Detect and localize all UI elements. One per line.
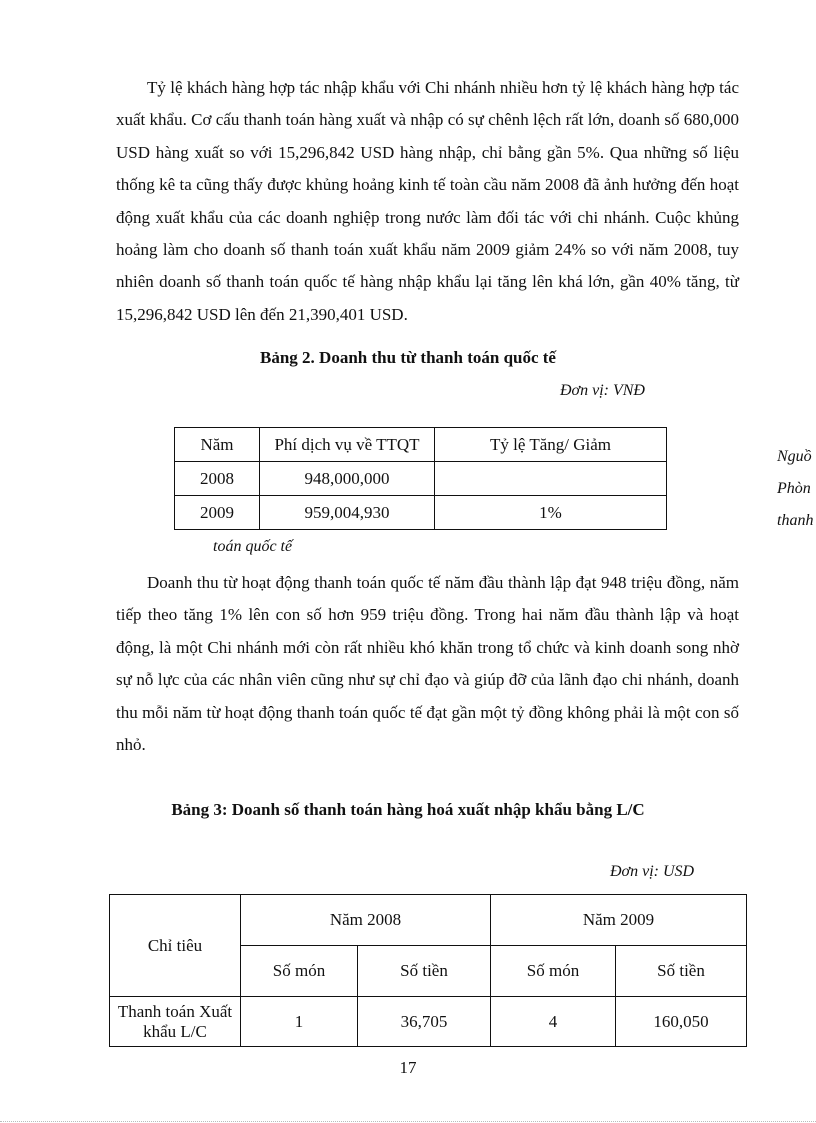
cell-rate: 1% bbox=[435, 496, 667, 530]
side-note-line: thanh bbox=[777, 512, 814, 529]
cell-rate bbox=[435, 462, 667, 496]
table2-unit: Đơn vị: VNĐ bbox=[560, 382, 645, 399]
table3-caption: Bảng 3: Doanh số thanh toán hàng hoá xuất nhập khẩu bằng L/C bbox=[171, 800, 645, 819]
indicator-header: Chỉ tiêu bbox=[110, 895, 241, 997]
table3-unit: Đơn vị: USD bbox=[610, 863, 695, 880]
count-header: Số món bbox=[491, 946, 616, 997]
page-number: 17 bbox=[399, 1058, 417, 1077]
page-divider bbox=[0, 1121, 816, 1122]
table-row bbox=[175, 462, 667, 496]
side-note-line: Phòn bbox=[777, 480, 811, 497]
side-source-note bbox=[777, 441, 813, 537]
cell-amount: 36,705 bbox=[358, 997, 491, 1047]
cell-year: 2008 bbox=[175, 462, 260, 496]
table-header-row bbox=[110, 895, 747, 946]
table2-caption: Bảng 2. Doanh thu từ thanh toán quốc tế bbox=[260, 348, 556, 367]
cell-indicator: Thanh toán Xuất khẩu L/C bbox=[110, 997, 241, 1047]
table-header-row bbox=[175, 428, 667, 462]
table-row bbox=[110, 997, 747, 1047]
year-2009-header: Năm 2009 bbox=[491, 895, 747, 946]
count-header: Số món bbox=[241, 946, 358, 997]
amount-header: Số tiền bbox=[616, 946, 747, 997]
cell-fee: 948,000,000 bbox=[260, 462, 435, 496]
col-fee-header: Phí dịch vụ về TTQT bbox=[260, 428, 435, 462]
table-row bbox=[175, 496, 667, 530]
paragraph-revenue: Doanh thu từ hoạt động thanh toán quốc tế năm đầu thành lập đạt 948 triệu đồng, năm tiếp theo tăng 1% lên con số hơn 959 triệu đồng. Trong hai năm đầu thành lập và hoạt động, là một Chi nhánh mới còn rất nhiều khó khăn trong tổ chức và kinh doanh song nhờ sự nỗ lực của các nhân viên cũng như sự chỉ đạo và giúp đỡ của lãnh đạo chi nhánh, doanh thu mỗi năm từ hoạt động thanh toán quốc tế đạt gần một tỷ đồng không phải là một con số nhỏ. bbox=[116, 573, 739, 755]
side-note-line: Nguồ bbox=[777, 448, 812, 465]
cell-amount: 160,050 bbox=[616, 997, 747, 1047]
table2-fees bbox=[174, 427, 667, 530]
paragraph-export-import: Tỷ lệ khách hàng hợp tác nhập khẩu với Chi nhánh nhiều hơn tỷ lệ khách hàng hợp tác xuất khẩu. Cơ cấu thanh toán hàng xuất và nhập có sự chênh lệch rất lớn, doanh số 680,000 USD hàng xuất so với 15,296,842 USD hàng nhập, chỉ bằng gần 5%. Qua những số liệu thống kê ta cũng thấy được khủng hoảng kinh tế toàn cầu năm 2008 đã ảnh hưởng đến hoạt động xuất khẩu của các doanh nghiệp trong nước làm đối tác với chi nhánh. Cuộc khủng hoảng làm cho doanh số thanh toán xuất khẩu năm 2009 giảm 24% so với năm 2008, tuy nhiên doanh số thanh toán quốc tế hàng nhập khẩu lại tăng lên khá lớn, gần 40% tăng, từ 15,296,842 USD lên đến 21,390,401 USD. bbox=[116, 78, 739, 324]
cell-count: 1 bbox=[241, 997, 358, 1047]
amount-header: Số tiền bbox=[358, 946, 491, 997]
cell-year: 2009 bbox=[175, 496, 260, 530]
table3-lc-payments bbox=[109, 894, 747, 1047]
col-year-header: Năm bbox=[175, 428, 260, 462]
source-note-continuation: toán quốc tế bbox=[213, 538, 293, 555]
col-rate-header: Tỷ lệ Tăng/ Giảm bbox=[435, 428, 667, 462]
year-2008-header: Năm 2008 bbox=[241, 895, 491, 946]
cell-fee: 959,004,930 bbox=[260, 496, 435, 530]
cell-count: 4 bbox=[491, 997, 616, 1047]
